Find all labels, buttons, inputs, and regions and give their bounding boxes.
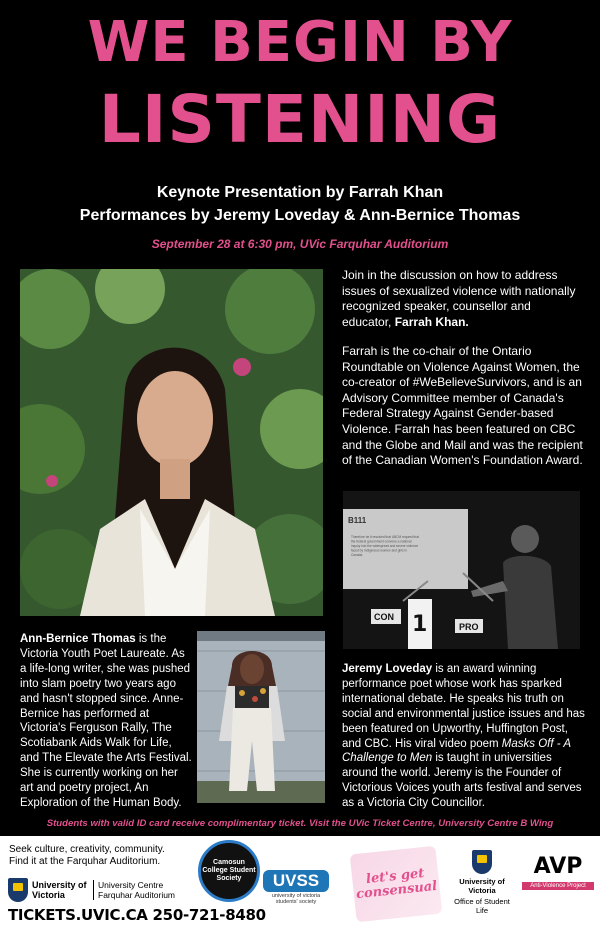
podium-number: 1 <box>412 612 428 637</box>
sponsor-footer <box>0 836 600 927</box>
performers-subtitle: Performances by Jeremy Loveday & Ann-Bernice Thomas <box>79 207 521 224</box>
uvic-name: University of Victoria <box>32 880 94 900</box>
pro-sign: PRO <box>459 622 479 632</box>
ann-bernice-name: Ann-Bernice Thomas <box>20 633 136 645</box>
student-ticket-note: Students with valid ID card receive complimentary ticket. Visit the UVic Ticket Centre, University Centre B Wing <box>46 818 554 829</box>
anti-violence-project-logo <box>522 854 594 890</box>
tagline-line1: Seek culture, creativity, community. <box>9 844 165 855</box>
uvic-unit: University Centre Farquhar Auditorium <box>98 880 176 900</box>
jeremy-loveday-photo <box>343 491 580 649</box>
avp-mark: AVP <box>533 854 583 879</box>
uvss-subtext: university of victoria students' society <box>271 893 321 905</box>
farrah-bio: Farrah is the co-chair of the Ontario Roundtable on Violence Against Women, the co-creator of #WeBelieveSurvivors, and is an Advisory Committee member of Canada's Federal Strategy Against Gender-based Violence. Farrah has been featured on CBC and the Globe and Mail and was the recipient of the Canadian Women's Foundation Award. <box>342 344 583 468</box>
intro-text: Join in the discussion on how to address issues of sexualized violence with nationally recognized speaker, counsellor and educator, <box>342 268 576 329</box>
uvss-mark: UVSS <box>263 870 329 892</box>
osl-office: Office of Student Life <box>454 897 510 915</box>
camosun-student-society-logo <box>198 840 260 902</box>
ann-bernice-bio-text: is the Victoria Youth Poet Laureate. As a life-long writer, she was pushed into slam poetry two years ago and hasn't stopped since. Anne-Bernice has performed at Victoria's Ferguson Rally, The Scotiabank Aids Walk for Life, and The Elevate the Arts Festival. She is currently working on her art and poetry project, An Exploration of the Human Body. <box>20 633 192 809</box>
uvic-logo <box>8 878 182 902</box>
avp-subtext: Anti-Violence Project <box>522 882 594 890</box>
office-of-student-life-logo <box>452 850 512 915</box>
jeremy-loveday-name: Jeremy Loveday <box>342 663 433 675</box>
uvic-shield-icon <box>8 878 28 902</box>
poem-title: Masks Off - A Challenge to Men <box>342 737 571 765</box>
date-location: September 28 at 6:30 pm, UVic Farquhar Auditorium <box>151 237 449 251</box>
osl-university: University of Victoria <box>459 877 505 895</box>
jeremy-bio-text-2: is taught in universities around the world. Jeremy is the Founder of Victorious Voices youth arts festival and serves as a Victoria City Councillor. <box>342 752 582 810</box>
poster-title-line1: WE BEGIN BY <box>87 10 513 75</box>
farrah-khan-photo <box>20 269 323 616</box>
uvss-logo <box>263 870 329 905</box>
osl-shield-icon <box>472 850 492 874</box>
cc-logo-text: Camosun College Student Society <box>202 859 256 882</box>
tagline-line2: Find it at the Farquhar Auditorium. <box>9 856 161 867</box>
tagline <box>9 844 199 868</box>
ann-bernice-bio <box>20 632 192 811</box>
svg-text:Therefore be it resolved that: Therefore be it resolved that UBCM request that the federal government convene a national inquiry into the widespread and severe violence faced by Indigenous women and girls in Canada. <box>351 535 419 557</box>
jeremy-loveday-bio <box>342 662 587 811</box>
jeremy-bio-text-1: is an award winning performance poet whose work has sparked international debate. He speaks his truth on social and environmental justice issues and has been featured on Upworthy, Huffington Post, and CBC. His viral video poem <box>342 663 585 750</box>
lets-get-consensual-logo: let's get consensual <box>350 846 443 923</box>
poster-title-line2: LISTENING <box>98 81 502 158</box>
ann-bernice-thomas-photo <box>197 631 325 803</box>
keynote-subtitle: Keynote Presentation by Farrah Khan <box>156 184 444 201</box>
ticket-contact: TICKETS.UVIC.CA 250-721-8480 <box>8 906 266 924</box>
intro-paragraph <box>342 268 582 330</box>
con-sign: CON <box>374 612 394 622</box>
intro-speaker-name: Farrah Khan. <box>394 314 469 329</box>
screen-code: B111 <box>348 516 367 525</box>
